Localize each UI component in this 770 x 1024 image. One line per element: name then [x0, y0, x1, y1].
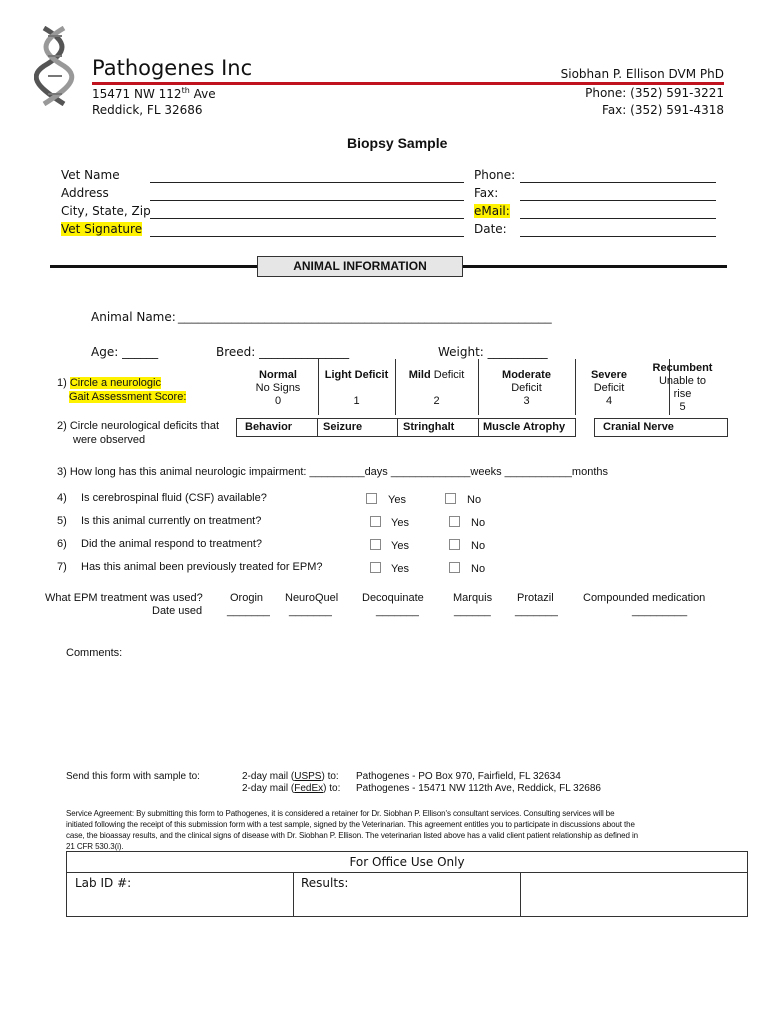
score-normal[interactable]: Normal No Signs 0 — [255, 369, 301, 407]
usps-address: Pathogenes - PO Box 970, Fairfield, FL 32634 — [356, 771, 561, 782]
epm-orogin[interactable]: Orogin — [230, 592, 264, 604]
score-mild-deficit[interactable]: Mild Deficit 2 — [408, 369, 465, 407]
epm-marquis[interactable]: Marquis — [453, 592, 493, 604]
comments-label: Comments: — [66, 647, 123, 659]
animal-name-field[interactable]: ________________________________________________________ — [178, 310, 552, 324]
contact-phone: Phone: (352) 591-3221 — [585, 86, 724, 100]
email-field[interactable] — [520, 218, 716, 219]
comments-area[interactable] — [66, 662, 716, 762]
q4-yes-checkbox[interactable] — [366, 493, 377, 504]
date-label: Date: — [474, 222, 507, 236]
q6-yes-label: Yes — [391, 540, 409, 552]
city-state-zip-field[interactable] — [150, 218, 464, 219]
q5-no-label: No — [471, 517, 486, 529]
q5-no-checkbox[interactable] — [449, 516, 460, 527]
contact-fax: Fax: (352) 591-4318 — [602, 103, 724, 117]
epm-date-protazil[interactable]: _______ — [515, 605, 558, 617]
form-title: Biopsy Sample — [347, 135, 448, 151]
results-cell[interactable]: Results: — [294, 873, 521, 916]
address-label: Address — [61, 186, 109, 200]
date-field[interactable] — [520, 236, 716, 237]
contact-name: Siobhan P. Ellison DVM PhD — [560, 67, 724, 81]
header-red-rule — [92, 82, 724, 85]
address-field[interactable] — [150, 200, 464, 201]
q6-number: 6) — [57, 538, 67, 550]
q4-yes-label: Yes — [388, 494, 406, 506]
deficit-cranial-nerve[interactable]: Cranial Nerve — [594, 418, 728, 437]
email-label: eMail: — [474, 204, 510, 218]
fedex-address: Pathogenes - 15471 NW 112th Ave, Reddick, FL 32686 — [356, 783, 601, 794]
q5-yes-label: Yes — [391, 517, 409, 529]
city-state-zip-label: City, State, Zip — [61, 204, 151, 218]
epm-question: What EPM treatment was used? — [45, 592, 203, 604]
vet-signature-field[interactable] — [150, 236, 464, 237]
score-moderate-deficit[interactable]: Moderate Deficit 3 — [502, 369, 551, 407]
office-use-title: For Office Use Only — [67, 852, 747, 873]
service-agreement-line: initiated following the receipt of this submission form with a test sample, signed by the Veterinarian. This agreement entitles you to participate in discussions about the — [66, 820, 635, 829]
fax-field[interactable] — [520, 200, 716, 201]
weight-field[interactable]: Weight: __________ — [438, 345, 548, 359]
deficit-stringhalt[interactable]: Stringhalt — [403, 421, 455, 433]
vet-name-field[interactable] — [150, 182, 464, 183]
service-agreement — [66, 808, 638, 852]
epm-compounded[interactable]: Compounded medication — [583, 592, 706, 604]
q4-text: Is cerebrospinal fluid (CSF) available? — [81, 492, 267, 504]
q7-no-label: No — [471, 563, 486, 575]
epm-date-used: Date used — [152, 605, 203, 617]
epm-protazil[interactable]: Protazil — [517, 592, 554, 604]
q6-no-checkbox[interactable] — [449, 539, 460, 550]
breed-field[interactable]: Breed: _______________ — [216, 345, 350, 359]
epm-decoquinate[interactable]: Decoquinate — [362, 592, 424, 604]
deficit-seizure[interactable]: Seizure — [323, 421, 363, 433]
epm-date-orogin[interactable]: _______ — [227, 605, 270, 617]
epm-neuroquel[interactable]: NeuroQuel — [285, 592, 339, 604]
phone-field[interactable] — [520, 182, 716, 183]
q5-text: Is this animal currently on treatment? — [81, 515, 262, 527]
q7-text: Has this animal been previously treated for EPM? — [81, 561, 323, 573]
service-agreement-line: Service Agreement: By submitting this form to Pathogenes, it is considered a retainer for Dr. Siobhan P. Ellison's consultant services. Consulting services will be — [66, 809, 615, 818]
score-table — [238, 359, 721, 415]
q7-no-checkbox[interactable] — [449, 562, 460, 573]
deficit-muscle-atrophy[interactable]: Muscle Atrophy — [483, 421, 566, 433]
q6-yes-checkbox[interactable] — [370, 539, 381, 550]
fax-label: Fax: — [474, 186, 499, 200]
send-label: Send this form with sample to: — [66, 771, 200, 782]
company-name: Pathogenes Inc — [92, 56, 253, 80]
vet-name-label: Vet Name — [61, 168, 120, 182]
phone-label: Phone: — [474, 168, 516, 182]
q2-label: 2) Circle neurological deficits that were observed — [57, 420, 220, 446]
lab-id-cell[interactable]: Lab ID #: — [67, 873, 294, 916]
company-address-2: Reddick, FL 32686 — [92, 103, 203, 117]
q3-duration[interactable]: 3) How long has this animal neurologic impairment: _________days _____________weeks ___________months — [57, 466, 608, 478]
q4-no-checkbox[interactable] — [445, 493, 456, 504]
q6-no-label: No — [471, 540, 486, 552]
score-recumbent[interactable]: Recumbent Unable to rise 5 — [652, 362, 713, 413]
epm-date-marquis[interactable]: ______ — [454, 605, 491, 617]
epm-date-decoquinate[interactable]: _______ — [376, 605, 419, 617]
age-field[interactable]: Age: ______ — [91, 345, 159, 359]
q7-yes-checkbox[interactable] — [370, 562, 381, 573]
q5-number: 5) — [57, 515, 67, 527]
fedex-line: 2-day mail (FedEx) to: — [242, 783, 341, 794]
q1-label: 1) Circle a neurologic Gait Assessment Score: — [57, 377, 187, 403]
score-severe-deficit[interactable]: Severe Deficit 4 — [590, 369, 628, 407]
q5-yes-checkbox[interactable] — [370, 516, 381, 527]
q4-number: 4) — [57, 492, 67, 504]
company-address-1: 15471 NW 112th Ave — [92, 86, 216, 101]
vet-signature-label: Vet Signature — [61, 222, 143, 236]
q6-text: Did the animal respond to treatment? — [81, 538, 262, 550]
animal-name-label: Animal Name: — [91, 310, 176, 324]
q4-no-label: No — [467, 494, 482, 506]
deficit-behavior[interactable]: Behavior — [245, 421, 293, 433]
epm-date-neuroquel[interactable]: _______ — [289, 605, 332, 617]
deficit-table — [236, 418, 576, 437]
office-use-table — [66, 851, 748, 917]
score-light-deficit[interactable]: Light Deficit 1 — [324, 369, 389, 407]
office-extra-cell[interactable] — [521, 873, 747, 916]
epm-date-compounded[interactable]: _________ — [632, 605, 688, 617]
q7-number: 7) — [57, 561, 67, 573]
usps-line: 2-day mail (USPS) to: — [242, 771, 339, 782]
service-agreement-line: case, the bioassay results, and the clinical signs of disease with Dr. Siobhan P. Ellison. The veterinarian listed above has a valid client patient relationship as defined in — [66, 831, 638, 840]
dna-logo-icon — [34, 26, 76, 106]
q7-yes-label: Yes — [391, 563, 409, 575]
section-animal-information: ANIMAL INFORMATION — [257, 256, 463, 277]
service-agreement-line: 21 CFR 530.3(i). — [66, 842, 124, 851]
